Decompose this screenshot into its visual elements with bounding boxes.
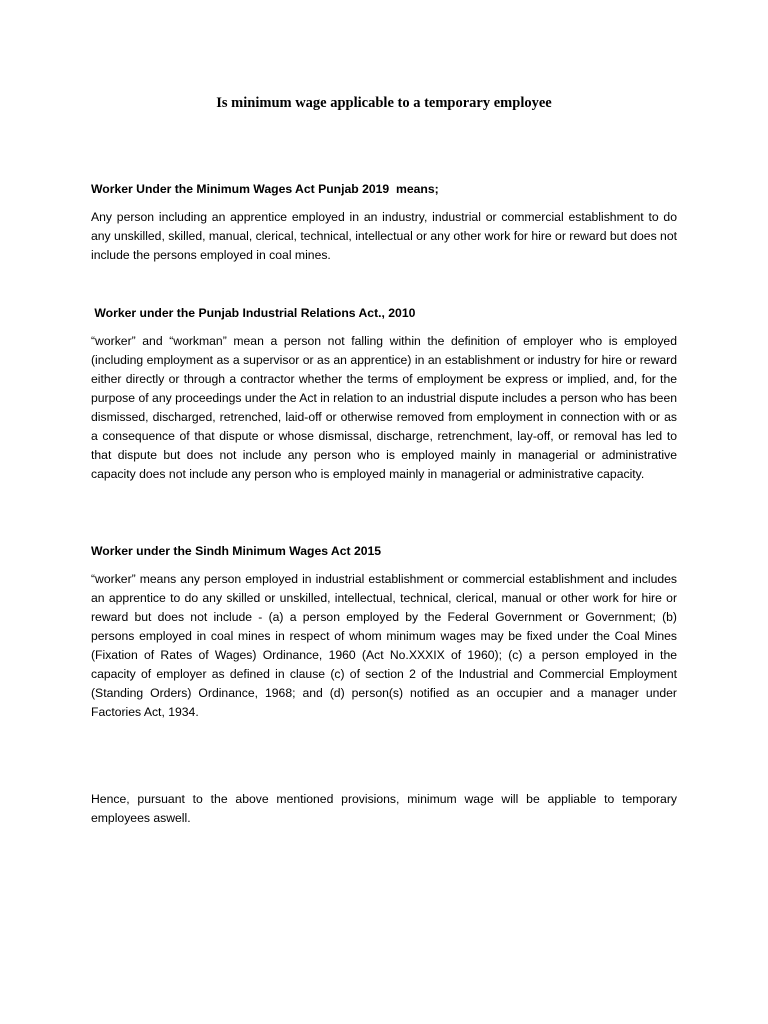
section-body-sindh-minimum-wages: “worker” means any person employed in industrial establishment or commercial establishment and includes an apprentice to do any skilled or unskilled, intellectual, technical, clerical, manual or other work for hire or reward but does not include - (a) a person employed by the Federal Government or Government; (b) persons employed in coal mines in respect of whom minimum wages may be fixed under the Coal Mines (Fixation of Rates of Wages) Ordinance, 1960 (Act No.XXXIX of 1960); (c) a person employed in the capacity of employer as defined in clause (c) of section 2 of the Industrial and Commercial Employment (Standing Orders) Ordinance, 1968; and (d) person(s) notified as an occupier and a manager under Factories Act, 1934. <box>91 572 677 719</box>
section-heading-punjab-industrial-relations: Worker under the Punjab Industrial Relations Act., 2010 <box>91 306 416 320</box>
conclusion-paragraph: Hence, pursuant to the above mentioned provisions, minimum wage will be appliable to temporary employees aswell. <box>91 792 677 825</box>
section-heading-sindh-minimum-wages: Worker under the Sindh Minimum Wages Act 2015 <box>91 544 382 558</box>
section-heading-punjab-minimum-wages: Worker Under the Minimum Wages Act Punjab 2019 means; <box>91 182 439 196</box>
section-body-punjab-minimum-wages: Any person including an apprentice employed in an industry, industrial or commercial establishment to do any unskilled, skilled, manual, clerical, technical, intellectual or any other work for hire or reward but does not include the persons employed in coal mines. <box>91 210 677 262</box>
section-body-punjab-industrial-relations: “worker” and “workman” mean a person not falling within the definition of employer who is employed (including employment as a supervisor or as an apprentice) in an establishment or industry for hire or reward either directly or through a contractor whether the terms of employment be express or implied, and, for the purpose of any proceedings under the Act in relation to an industrial dispute includes a person who has been dismissed, discharged, retrenched, laid-off or otherwise removed from employment in connection with or as a consequence of that dispute or whose dismissal, discharge, retrenchment, lay-off, or removal has led to that dispute but does not include any person who is employed mainly in managerial or administrative capacity does not include any person who is employed mainly in managerial or administrative capacity. <box>91 334 677 481</box>
document-title: Is minimum wage applicable to a temporary employee <box>216 95 552 111</box>
